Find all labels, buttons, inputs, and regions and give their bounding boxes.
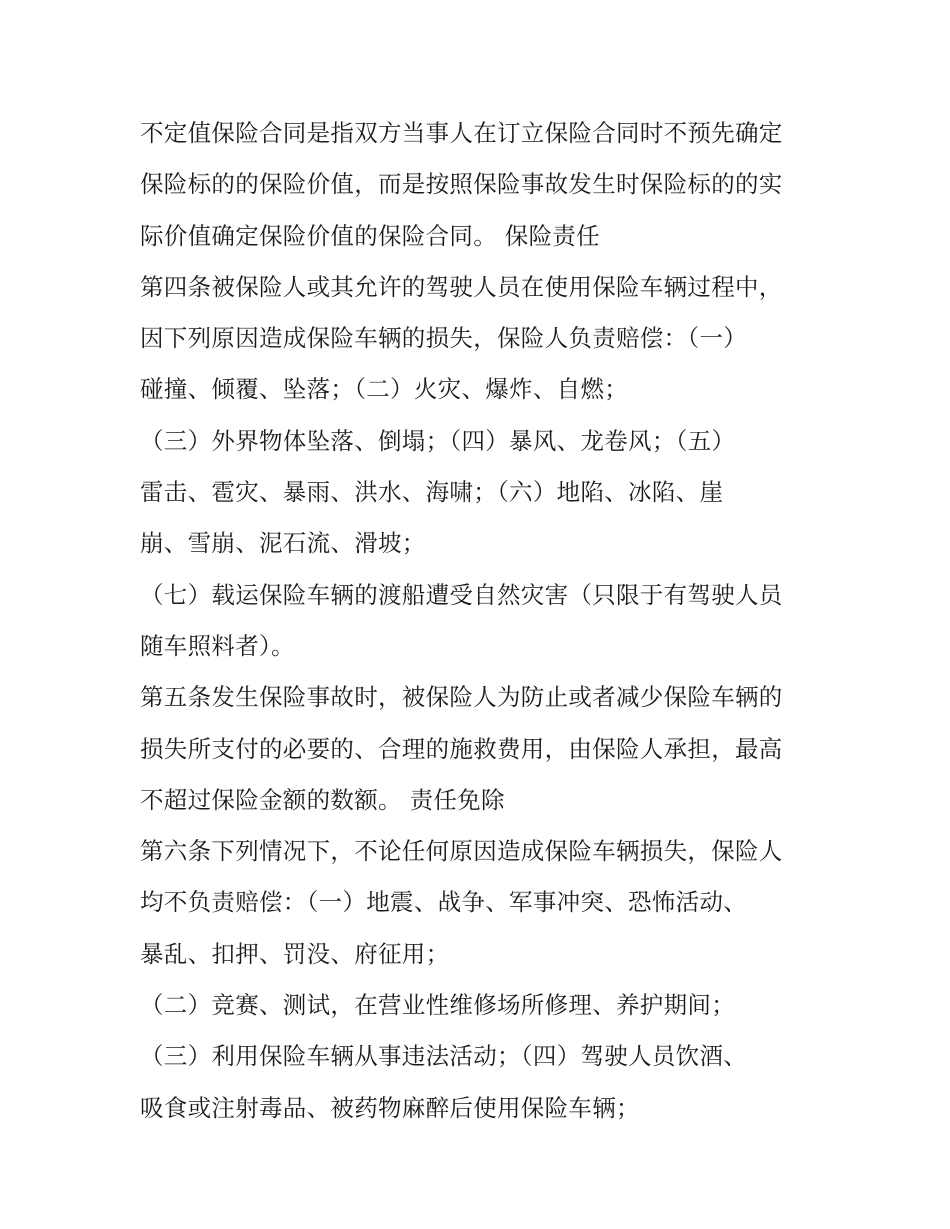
text-line: 随车照料者）。 <box>140 631 295 660</box>
text-line: 均不负责赔偿：（一）地震、战争、军事冲突、恐怖活动、 <box>140 888 748 917</box>
text-line: 际价值确定保险价值的保险合同。 保险责任 <box>140 221 600 250</box>
text-line: （三）利用保险车辆从事违法活动；（四）驾驶人员饮酒、 <box>140 1042 748 1071</box>
text-line: 吸食或注射毒品、被药物麻醉后使用保险车辆； <box>140 1093 640 1122</box>
text-line: 保险标的的保险价值，而是按照保险事故发生时保险标的的实 <box>140 170 783 199</box>
text-line: 雷击、雹灾、暴雨、洪水、海啸；（六）地陷、冰陷、崖 <box>140 478 724 507</box>
text-line: 第六条下列情况下，不论任何原因造成保险车辆损失，保险人 <box>140 837 783 866</box>
text-line: （三）外界物体坠落、倒塌；（四）暴风、龙卷风；（五） <box>140 426 736 455</box>
text-line: 因下列原因造成保险车辆的损失，保险人负责赔偿：（一） <box>140 324 748 353</box>
text-line: 碰撞、倾覆、坠落；（二）火灾、爆炸、自燃； <box>140 375 629 404</box>
text-line: 暴乱、扣押、罚没、府征用； <box>140 939 450 968</box>
text-line: 不定值保险合同是指双方当事人在订立保险合同时不预先确定 <box>140 119 783 147</box>
text-line: （七）载运保险车辆的渡船遭受自然灾害（只限于有驾驶人员 <box>140 580 783 609</box>
text-line: 损失所支付的必要的、合理的施救费用，由保险人承担，最高 <box>140 734 783 763</box>
document-body <box>140 108 820 1134</box>
text-line: 第四条被保险人或其允许的驾驶人员在使用保险车辆过程中， <box>140 272 783 301</box>
text-line: 第五条发生保险事故时，被保险人为防止或者减少保险车辆的 <box>140 683 783 712</box>
text-line: 崩、雪崩、泥石流、滑坡； <box>140 529 426 558</box>
text-line: 不超过保险金额的数额。 责任免除 <box>140 785 505 814</box>
text-line: （二）竞赛、测试，在营业性维修场所修理、养护期间； <box>140 991 735 1020</box>
